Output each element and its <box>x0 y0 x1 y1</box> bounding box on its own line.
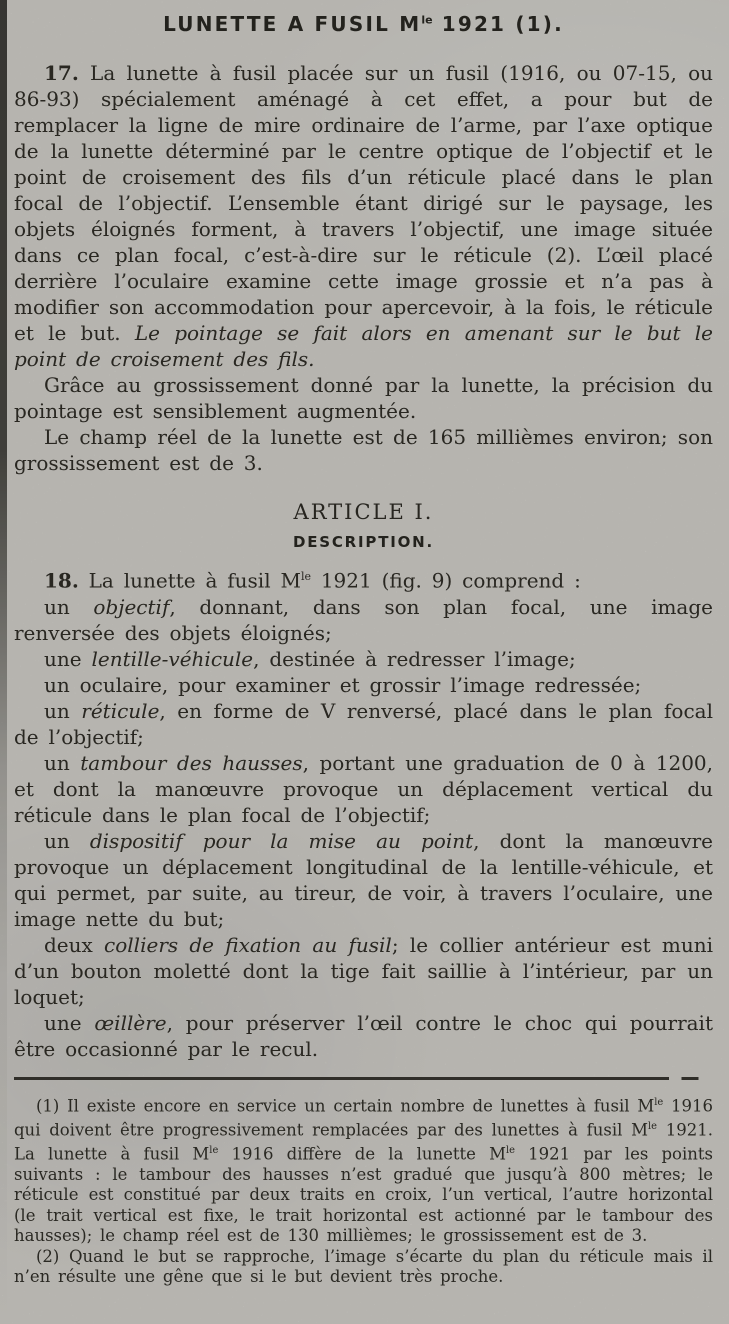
item-term: tambour des hausses <box>80 750 303 775</box>
scan-edge-shadow <box>0 0 7 1324</box>
paragraph-18-number: 18. <box>44 568 79 593</box>
item-post: ; le collier antérieur est muni d’un bouton moletté dont la tige fait saillie à l’intérieur, par un loquet; <box>14 932 714 1009</box>
title-text: LUNETTE A FUSIL M <box>163 12 422 36</box>
item-term: colliers de fixation au fusil <box>104 932 392 957</box>
item-pre: un oculaire, pour examiner et grossir l’image redressée; <box>44 672 642 697</box>
item-pre: une <box>44 646 92 671</box>
list-item-tambour-des-hausses <box>14 750 713 828</box>
paragraph-18-suffix: 1921 (fig. 9) comprend : <box>310 568 581 593</box>
description-heading: DESCRIPTION. <box>292 533 435 551</box>
item-pre: un <box>44 594 94 619</box>
item-post: , destinée à redresser l’image; <box>253 646 576 671</box>
title-superscript: le <box>421 13 433 27</box>
item-post: , en forme de V renversé, placé dans le plan focal de l’objectif; <box>14 698 713 749</box>
list-item-oculaire <box>14 672 713 698</box>
footnote-superscript: le <box>654 1096 664 1108</box>
item-pre: une <box>44 1010 95 1035</box>
paragraph-17-number: 17. <box>44 61 79 85</box>
footnote-1-text: 1916 qui doivent être progressivement remplacées par des lunettes à fusil M <box>14 1096 713 1140</box>
footnote-1 <box>14 1093 713 1247</box>
paragraph-17-italic: Le pointage se fait alors en amenant sur le but le point de croisement des fils. <box>14 321 714 371</box>
item-post: , pour préserver l’œil contre le choc qui pourrait être occasionné par le recul. <box>14 1010 713 1061</box>
list-item-colliers-de-fixation <box>14 932 713 1010</box>
item-pre: un <box>44 828 90 853</box>
list-item-lentille-vehicule <box>14 646 713 672</box>
paragraph-18-superscript: le <box>300 570 311 583</box>
item-term: objectif <box>93 594 170 619</box>
footnote-1-text: 1921. La lunette à fusil M <box>14 1120 713 1164</box>
item-term: lentille-véhicule <box>91 646 254 671</box>
footnote-1-text: 1921 par les points suivants : le tambour des hausses n’est gradué que jusqu’à 800 mètres; le réticule est constitué par deux traits en croix, l’un vertical, l’autre horizontal (le trait vertical est fixe, le trait horizontal est actionné par le tambour des hausses); le champ réel est de 130 millièmes; le grossissement est de 3. <box>14 1144 713 1246</box>
footnote-rule <box>14 1077 711 1080</box>
paragraph-17 <box>14 60 713 372</box>
footnote-superscript: le <box>209 1144 219 1156</box>
paragraph-18-text: La lunette à fusil M <box>78 568 301 593</box>
item-post: , portant une graduation de 0 à 1200, et dont la manœuvre provoque un déplacement vertical du réticule dans le plan focal de l’objectif; <box>14 750 714 827</box>
title-suffix: 1921 (1). <box>432 12 564 36</box>
item-term: œillère <box>94 1010 167 1035</box>
item-pre: un <box>44 750 81 775</box>
list-item-oeillere <box>14 1010 713 1062</box>
item-term: réticule <box>81 698 160 723</box>
item-post: , donnant, dans son plan focal, une image renversée des objets éloignés; <box>14 594 713 645</box>
footnote-1-text: (1) Il existe encore en service un certain nombre de lunettes à fusil M <box>36 1096 655 1116</box>
item-pre: un <box>44 698 82 723</box>
article-heading: ARTICLE I. <box>293 500 434 524</box>
page-title <box>14 12 713 36</box>
footnote-superscript: le <box>648 1120 658 1132</box>
list-item-dispositif-mise-au-point <box>14 828 713 932</box>
paragraph-17-text: La lunette à fusil placée sur un fusil (1916, ou 07-15, ou 86-93) spécialement aménagé à cet effet, a pour but de remplacer la ligne de mire ordinaire de l’arme, par l’axe optique de la lunette déterminé par le centre optique de l’objectif et le point de croisement des fils d’un réticule placé dans le plan focal de l’objectif. L’ensemble étant dirigé sur le paysage, les objets éloignés forment, à travers l’objectif, une image située dans ce plan focal, c’est-à-dire sur le réticule (2). L’œil placé derrière l’oculaire examine cette image grossie et n’a pas à modifier son accommodation pour apercevoir, à la fois, le réticule et le but. <box>14 61 713 345</box>
item-term: dispositif pour la mise au point <box>89 828 474 853</box>
footnote-1-text: 1916 diffère de la lunette M <box>218 1144 506 1164</box>
item-post: , dont la manœuvre provoque un déplacement longitudinal de la lentille-véhicule, et qui permet, par suite, au tireur, de voir, à travers l’oculaire, une image nette du but; <box>14 828 713 931</box>
item-pre: deux <box>44 932 105 957</box>
footnote-superscript: le <box>505 1144 515 1156</box>
paragraph-18 <box>14 564 713 594</box>
list-item-reticule <box>14 698 713 750</box>
paragraph-champ-reel: Le champ réel de la lunette est de 165 millièmes environ; son grossissement est de 3. <box>14 425 713 475</box>
paragraph-grossissement: Grâce au grossissement donné par la lunette, la précision du pointage est sensiblement augmentée. <box>14 373 713 423</box>
footnote-2: (2) Quand le but se rapproche, l’image s’écarte du plan du réticule mais il n’en résulte une gêne que si le but devient très proche. <box>14 1246 713 1287</box>
list-item-objectif <box>14 594 713 646</box>
